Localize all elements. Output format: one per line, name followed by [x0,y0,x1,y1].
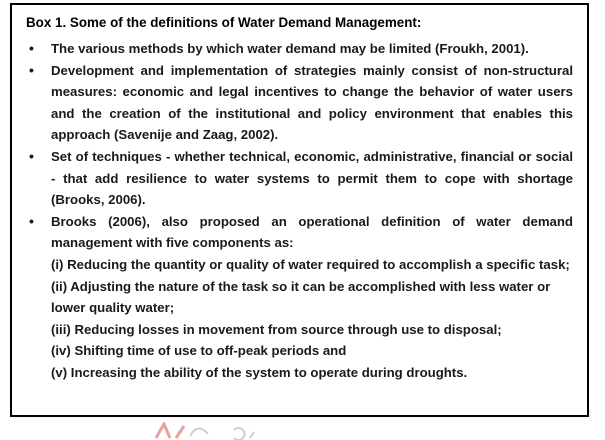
component-item: (v) Increasing the ability of the system to operate during droughts. [51,364,468,380]
list-item-text: Development and implementation of strategies mainly consist of non-structural measures: economic and legal incentives to change the behavior of water users and the creation of the institutional and policy environment that enables this approach (Savenije and Zaag, 2002). [51,62,573,143]
component-item: (i) Reducing the quantity or quality of water required to accomplish a specific task; [51,256,570,272]
list-item [26,211,573,384]
list-item-text: Set of techniques - whether technical, economic, administrative, financial or social - that add resilience to water systems to permit them to cope with shortage (Brooks, 2006). [51,148,573,208]
list-item [26,38,573,60]
list-item-text: Brooks (2006), also proposed an operational definition of water demand management with five components as: [51,213,573,251]
component-item: (iv) Shifting time of use to off-peak periods and [51,343,347,359]
bullet-icon: • [29,61,34,78]
bullet-icon: • [29,40,34,56]
list-item [26,60,573,146]
bullet-icon: • [29,147,34,164]
list-item [26,146,573,211]
box-title: Box 1. Some of the definitions of Water Demand Management: [26,15,422,30]
bullet-icon: • [29,212,34,229]
list-item-text: The various methods by which water demand may be limited (Froukh, 2001). [51,41,529,56]
component-item: (ii) Adjusting the nature of the task so it can be accomplished with less water or lower quality water; [51,278,551,316]
definitions-list [26,38,573,384]
definitions-box [10,3,589,417]
component-item: (iii) Reducing losses in movement from source through use to disposal; [51,321,502,337]
